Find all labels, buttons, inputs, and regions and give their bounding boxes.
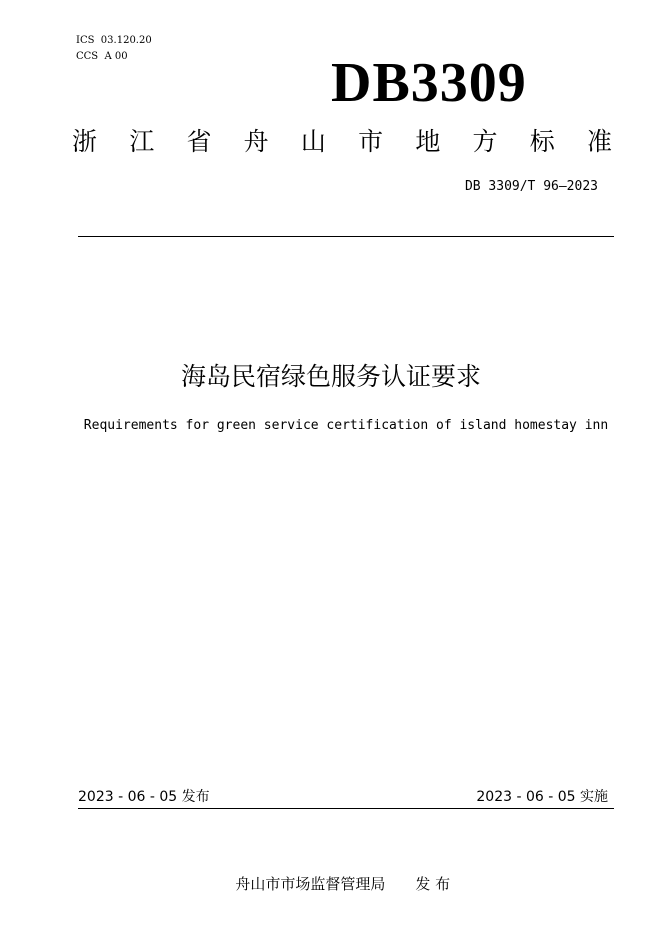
title-char: 准	[586, 127, 612, 156]
publisher-line	[0, 854, 662, 894]
title-char: 市	[358, 127, 384, 156]
document-title-en: Requirements for green service certification of island homestay inn	[83, 418, 609, 433]
title-char: 省	[186, 127, 212, 156]
publisher-name: 舟山市市场监督管理局	[235, 875, 386, 893]
db-code: DB3309	[331, 52, 527, 114]
classification-codes	[76, 33, 152, 65]
title-char: 江	[129, 127, 155, 156]
release-date: 2023 - 06 - 05 发布	[78, 789, 210, 805]
title-char: 地	[415, 127, 441, 156]
title-char: 方	[472, 127, 498, 156]
standard-category-title	[72, 124, 612, 160]
title-char: 舟	[243, 127, 269, 156]
publish-label: 发 布	[415, 875, 451, 893]
ccs-code: CCS A 00	[76, 51, 128, 62]
top-divider	[78, 236, 614, 237]
title-char: 标	[529, 127, 555, 156]
document-title-cn: 海岛民宿绿色服务认证要求	[180, 362, 481, 391]
implement-date: 2023 - 06 - 05 实施	[476, 789, 608, 805]
title-char: 山	[300, 127, 326, 156]
title-char: 浙	[72, 127, 98, 156]
standard-number: DB 3309/T 96—2023	[464, 179, 598, 194]
ics-code: ICS 03.120.20	[76, 35, 152, 46]
bottom-divider	[78, 808, 614, 809]
